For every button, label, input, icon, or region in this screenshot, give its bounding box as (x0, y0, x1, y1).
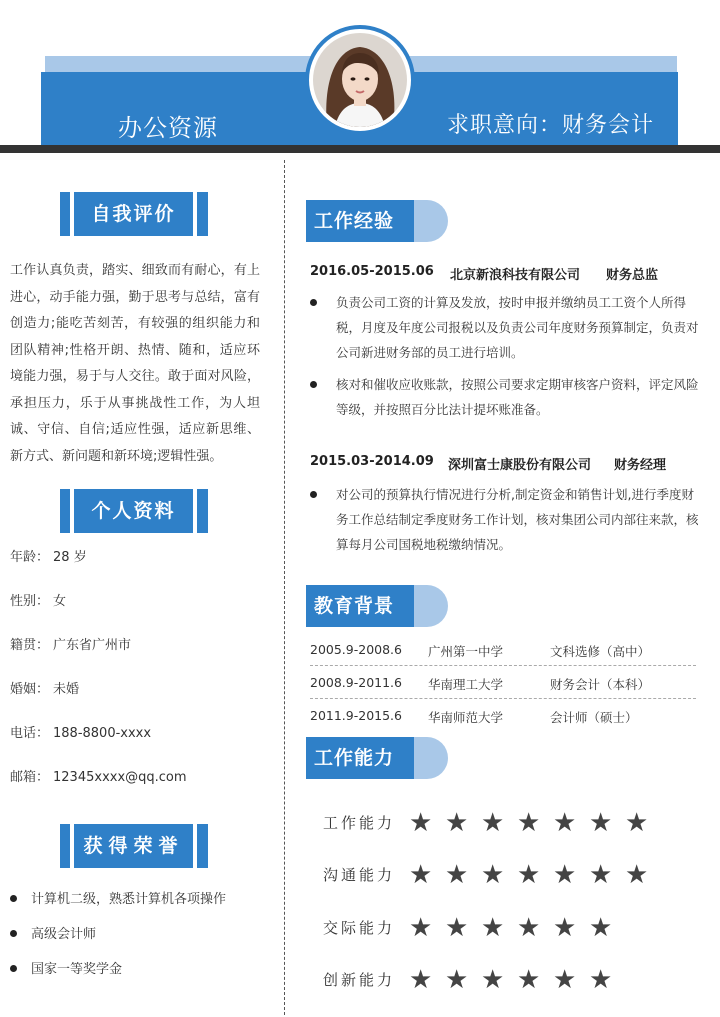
education-date: 2008.9-2011.6 (310, 675, 402, 690)
star-icon: ★ (409, 913, 433, 943)
star-icon: ★ (517, 808, 541, 838)
star-icon: ★ (481, 860, 505, 890)
header-dark-rule (0, 145, 720, 153)
bullet-icon (310, 491, 317, 498)
section-heading-profile (60, 489, 208, 533)
bullet-icon (10, 965, 17, 972)
honors-title: 获得荣誉 (83, 835, 184, 857)
star-icon: ★ (445, 913, 469, 943)
self-evaluation-title: 自我评价 (91, 203, 176, 225)
profile-phone-value: 188-8800-xxxx (53, 726, 152, 741)
education-title: 教育背景 (313, 595, 394, 617)
resume-name: 办公资源 (118, 114, 218, 142)
profile-hometown (10, 634, 131, 653)
star-icon: ★ (625, 808, 649, 838)
bullet-icon (10, 930, 17, 937)
section-heading-honors (60, 824, 208, 868)
star-icon: ★ (589, 808, 613, 838)
education-school: 华南师范大学 (428, 710, 504, 725)
star-icon: ★ (517, 860, 541, 890)
education-date: 2011.9-2015.6 (310, 708, 402, 723)
star-icon: ★ (517, 913, 541, 943)
profile-gender-value: 女 (53, 594, 67, 609)
education-school: 华南理工大学 (428, 677, 504, 692)
star-icon: ★ (445, 860, 469, 890)
skill-label: 创新能力 (323, 971, 396, 989)
honor-item (10, 923, 96, 942)
profile-hometown-key: 籍贯： (10, 638, 50, 653)
star-icon: ★ (445, 965, 469, 995)
job-role: 财务经理 (614, 458, 667, 473)
section-heading-work (306, 200, 448, 242)
profile-email-value: 12345xxxx@qq.com (53, 770, 187, 785)
job-intent: 求职意向：财务会计 (446, 113, 654, 138)
star-icon: ★ (589, 965, 613, 995)
honor-text: 国家一等奖学金 (31, 962, 123, 977)
profile-email (10, 766, 187, 785)
education-major: 财务会计（本科） (550, 677, 651, 692)
section-heading-education (306, 585, 448, 627)
job-duty-text: 对公司的预算执行情况进行分析,制定资金和销售计划,进行季度财务工作总结制定季度财务工作计划，核对集团公司内部往来款，核算每月公司国税地税缴纳情况。 (336, 487, 699, 552)
star-icon: ★ (481, 913, 505, 943)
job-date: 2015.03-2014.09 (310, 454, 434, 469)
star-icon: ★ (409, 860, 433, 890)
job-duty (310, 482, 700, 557)
education-date: 2005.9-2008.6 (310, 642, 402, 657)
profile-gender-key: 性别： (10, 594, 50, 609)
profile-hometown-value: 广东省广州市 (53, 638, 132, 653)
star-icon: ★ (553, 965, 577, 995)
profile-gender (10, 590, 66, 609)
star-icon: ★ (409, 808, 433, 838)
profile-phone (10, 722, 151, 741)
section-heading-self-evaluation (60, 192, 208, 236)
bullet-icon (310, 381, 317, 388)
skill-stars (409, 808, 661, 838)
job-duty (310, 372, 700, 422)
star-icon: ★ (553, 860, 577, 890)
job-duty-text: 核对和催收应收账款，按照公司要求定期审核客户资料，评定风险等级，并按照百分比法计提坏账准备。 (336, 377, 699, 417)
profile-age-key: 年龄： (10, 550, 50, 565)
education-major: 文科选修（高中） (550, 644, 651, 659)
job-company: 深圳富士康股份有限公司 (448, 458, 592, 473)
row-divider (310, 698, 696, 699)
skill-stars (409, 913, 625, 943)
star-icon: ★ (481, 808, 505, 838)
education-major: 会计师（硕士） (550, 710, 638, 725)
star-icon: ★ (517, 965, 541, 995)
job-date: 2016.05-2015.06 (310, 264, 434, 279)
work-title: 工作经验 (313, 210, 394, 232)
profile-email-key: 邮箱： (10, 770, 50, 785)
avatar-illustration (313, 33, 407, 127)
education-school: 广州第一中学 (428, 644, 504, 659)
skill-label: 交际能力 (323, 919, 396, 937)
job-duty (310, 290, 700, 365)
skill-stars (409, 860, 661, 890)
star-icon: ★ (589, 913, 613, 943)
job-role: 财务总监 (606, 268, 659, 283)
star-icon: ★ (409, 965, 433, 995)
honor-item (10, 888, 226, 907)
star-icon: ★ (553, 808, 577, 838)
profile-age (10, 546, 87, 565)
star-icon: ★ (481, 965, 505, 995)
star-icon: ★ (625, 860, 649, 890)
profile-phone-key: 电话： (10, 726, 50, 741)
skill-stars (409, 965, 625, 995)
skills-title: 工作能力 (313, 747, 394, 769)
self-evaluation-text: 工作认真负责，踏实、细致而有耐心，有上进心，动手能力强，勤于思考与总结，富有创造力;能吃苦刻苦，有较强的组织能力和团队精神;性格开朗、热情、随和，适应环境能力强，易于与人交往。敢于面对风险，承担压力，乐于从事挑战性工作，为人坦诚、守信、自信;适应性强，适应新思维、新方式、新问题和新环境;逻辑性强。 (10, 263, 260, 464)
skill-label: 工作能力 (323, 814, 396, 832)
bullet-icon (10, 895, 17, 902)
profile-photo (305, 25, 415, 135)
profile-marital (10, 678, 79, 697)
section-heading-skills (306, 737, 448, 779)
honor-text: 高级会计师 (31, 927, 97, 942)
honor-text: 计算机二级，熟悉计算机各项操作 (31, 892, 227, 907)
profile-age-value: 28 岁 (53, 550, 87, 565)
star-icon: ★ (553, 913, 577, 943)
bullet-icon (310, 299, 317, 306)
column-divider (284, 160, 285, 1015)
job-company: 北京新浪科技有限公司 (450, 268, 581, 283)
profile-title: 个人资料 (91, 500, 176, 522)
honor-item (10, 958, 122, 977)
job-duty-text: 负责公司工资的计算及发放，按时申报并缴纳员工工资个人所得税，月度及年度公司报税以及负责公司年度财务预算制定，负责对公司新进财务部的员工进行培训。 (336, 295, 699, 360)
skill-label: 沟通能力 (323, 866, 396, 884)
star-icon: ★ (589, 860, 613, 890)
star-icon: ★ (445, 808, 469, 838)
profile-marital-value: 未婚 (53, 682, 80, 697)
profile-marital-key: 婚姻： (10, 682, 50, 697)
row-divider (310, 665, 696, 666)
